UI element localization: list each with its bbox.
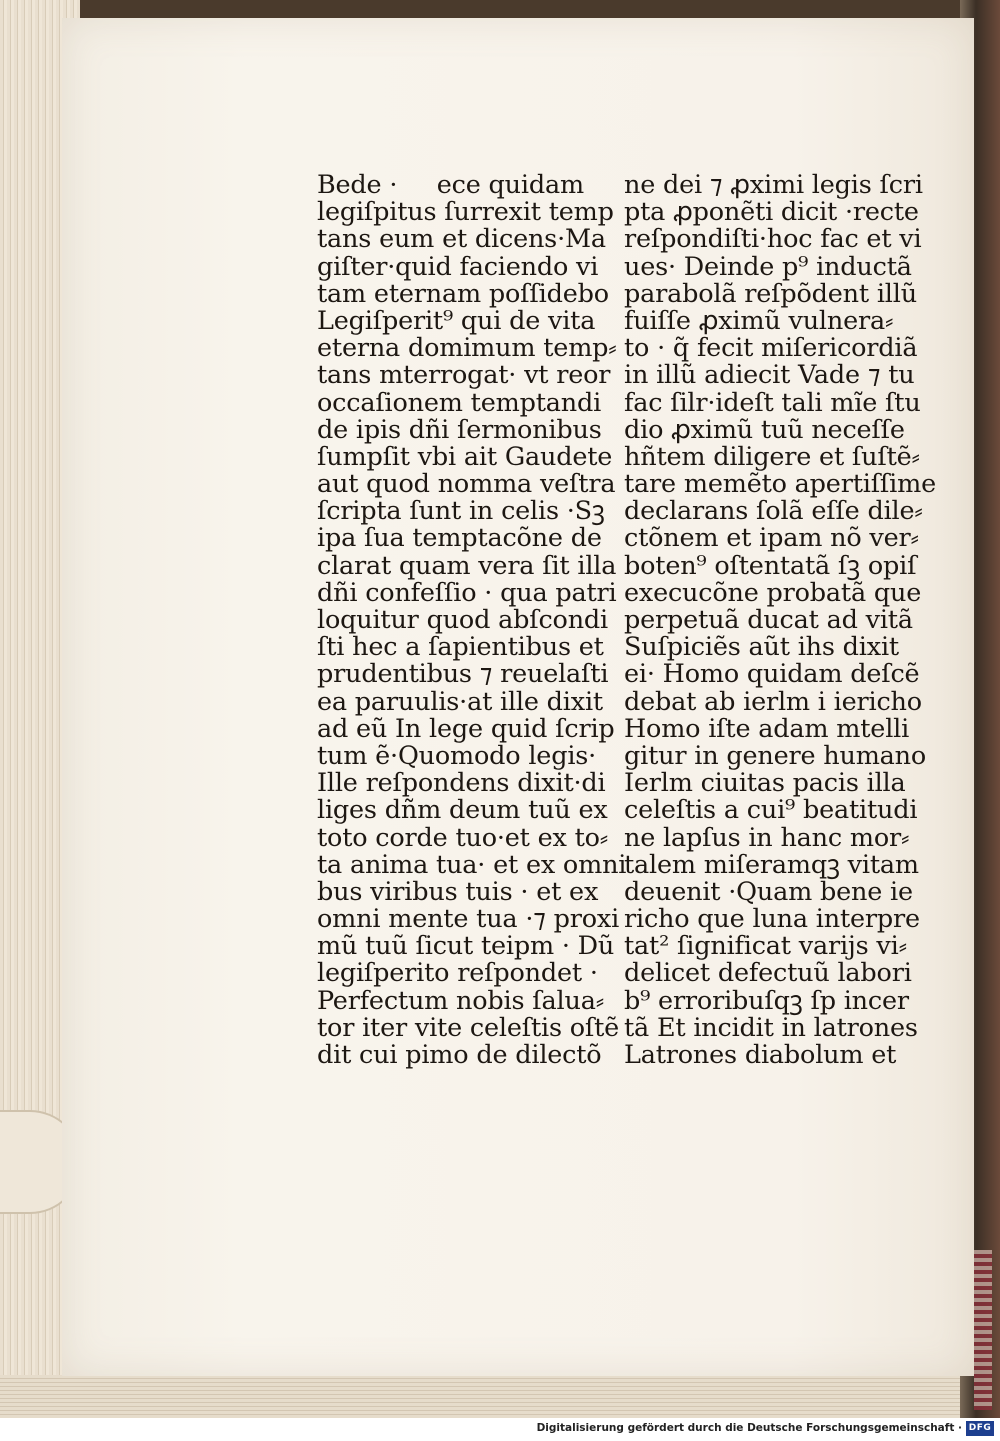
text-line: ipa ſua temptacõne de	[317, 523, 602, 554]
text-line: tans mterrogat· vt reor	[317, 360, 611, 391]
text-line: tam eternam poſſidebo	[317, 278, 609, 309]
text-line: ſcripta ſunt in celis ·Sꝫ	[317, 496, 605, 527]
text-line: b⁹ erroribuſqꝫ ſp incer	[624, 985, 909, 1016]
text-line: mũ tuũ ſicut teipm · Dũ	[317, 931, 615, 962]
text-line: deuenit ·Quam bene ie	[624, 876, 913, 907]
text-line: tor iter vite celeſtis oſtẽ	[317, 1012, 620, 1043]
text-line: ctõnem et ipam nõ ver⸗	[624, 523, 919, 554]
text-line: richo que luna interpre	[624, 904, 920, 935]
text-line: giſter·quid faciendo vi	[317, 251, 599, 282]
text-line: delicet defectuũ labori	[624, 958, 912, 989]
text-line: prudentibus ⁊ reuelaſti	[317, 659, 609, 690]
text-line: pta ꝓponẽti dicit ·recte	[624, 197, 919, 228]
text-line: gitur in genere humano	[624, 740, 927, 771]
text-line: to · q̃ fecit miſericordiã	[624, 333, 918, 364]
text-line: ues· Deinde p⁹ inductã	[624, 251, 912, 282]
text-line: execucõne probatã que	[624, 577, 922, 608]
text-line: ne dei ⁊ ꝓximi legis ſcri	[624, 170, 923, 200]
text-line: Legiſperit⁹ qui de vita	[317, 305, 596, 336]
text-line: ta anima tua· et ex omni	[317, 849, 627, 880]
text-line: liges dñm deum tuũ ex	[317, 795, 608, 826]
text-line: in illũ adiecit Vade ⁊ tu	[624, 360, 915, 391]
text-line: hñtem diligere et ſuſtẽ⸗	[624, 441, 920, 472]
text-line: occaſionem temptandi	[317, 387, 602, 418]
text-line: talem miſeramqꝫ vitam	[624, 849, 919, 880]
footer-bar	[0, 1418, 1000, 1441]
text-line: omni mente tua ·⁊ proxi	[317, 904, 620, 935]
text-line: Bede · ece quidam	[317, 170, 584, 200]
text-line: dit cui pimo de dilectõ	[317, 1040, 602, 1070]
text-line: Suſpiciẽs aũt ihs dixit	[624, 632, 899, 663]
text-line: dio ꝓximũ tuũ neceſſe	[624, 414, 905, 445]
text-line: debat ab ierlm i iericho	[624, 686, 922, 717]
text-line: ad eũ In lege quid ſcrip	[317, 713, 615, 744]
text-line: ſti hec a ſapientibus et	[317, 632, 604, 663]
text-line: celeſtis a cui⁹ beatitudi	[624, 795, 918, 826]
text-line: tare memẽto apertiſſime	[624, 469, 936, 500]
text-line: Latrones diabolum et	[624, 1040, 897, 1070]
text-line: declarans ſolã eſſe dile⸗	[624, 496, 923, 527]
page-edges-bottom	[0, 1375, 975, 1418]
text-line: ſumpſit vbi ait Gaudete	[317, 441, 613, 472]
text-line: Ille reſpondens dixit·di	[317, 768, 606, 799]
text-line: fac ſilr·ideſt tali mĩe ſtu	[624, 387, 921, 418]
text-line: perpetuã ducat ad vitã	[624, 605, 913, 635]
text-line: toto corde tuo·et ex to⸗	[317, 822, 609, 853]
text-line: Perfectum nobis ſalua⸗	[317, 985, 605, 1016]
text-line: reſpondiſti·hoc fac et vi	[624, 224, 922, 255]
text-line: legiſpitus ſurrexit temp	[317, 197, 614, 228]
text-line: dñi confeſſio · qua patri	[317, 577, 617, 608]
text-line: ea paruulis·at ille dixit	[317, 686, 603, 717]
text-line: clarat quam vera ſit illa	[317, 550, 617, 581]
dfg-logo: DFG	[966, 1421, 994, 1436]
text-line: Ierlm ciuitas pacis illa	[624, 768, 906, 799]
text-line: boten⁹ oſtentatã ſꝫ opiſ	[624, 550, 917, 581]
text-line: tum ẽ·Quomodo legis·	[317, 740, 597, 771]
text-line: aut quod nomma veſtra	[317, 469, 616, 500]
text-line: ei· Homo quidam deſcẽ	[624, 659, 920, 690]
text-line: de ipis dñi ſermonibus	[317, 414, 602, 445]
left-text-column	[317, 172, 626, 1069]
text-line: ne lapſus in hanc mor⸗	[624, 822, 910, 853]
text-line: tans eum et dicens·Ma	[317, 224, 606, 255]
text-line: tã Et incidit in latrones	[624, 1012, 918, 1043]
text-line: bus viribus tuis · et ex	[317, 876, 599, 907]
text-line: Homo iſte adam mtelli	[624, 713, 910, 744]
right-text-column	[624, 172, 936, 1069]
funding-credit: Digitalisierung gefördert durch die Deutsche Forschungsgemeinschaft ·	[536, 1422, 962, 1434]
text-line: eterna domimum temp⸗	[317, 333, 617, 364]
text-line: parabolã reſpõdent illũ	[624, 278, 917, 309]
text-line: fuiſſe ꝓximũ vulnera⸗	[624, 305, 894, 336]
text-line: loquitur quod abſcondi	[317, 605, 609, 635]
text-line: tat² ſignificat varijs vi⸗	[624, 931, 907, 962]
text-line: legiſperito reſpondet ·	[317, 958, 598, 989]
